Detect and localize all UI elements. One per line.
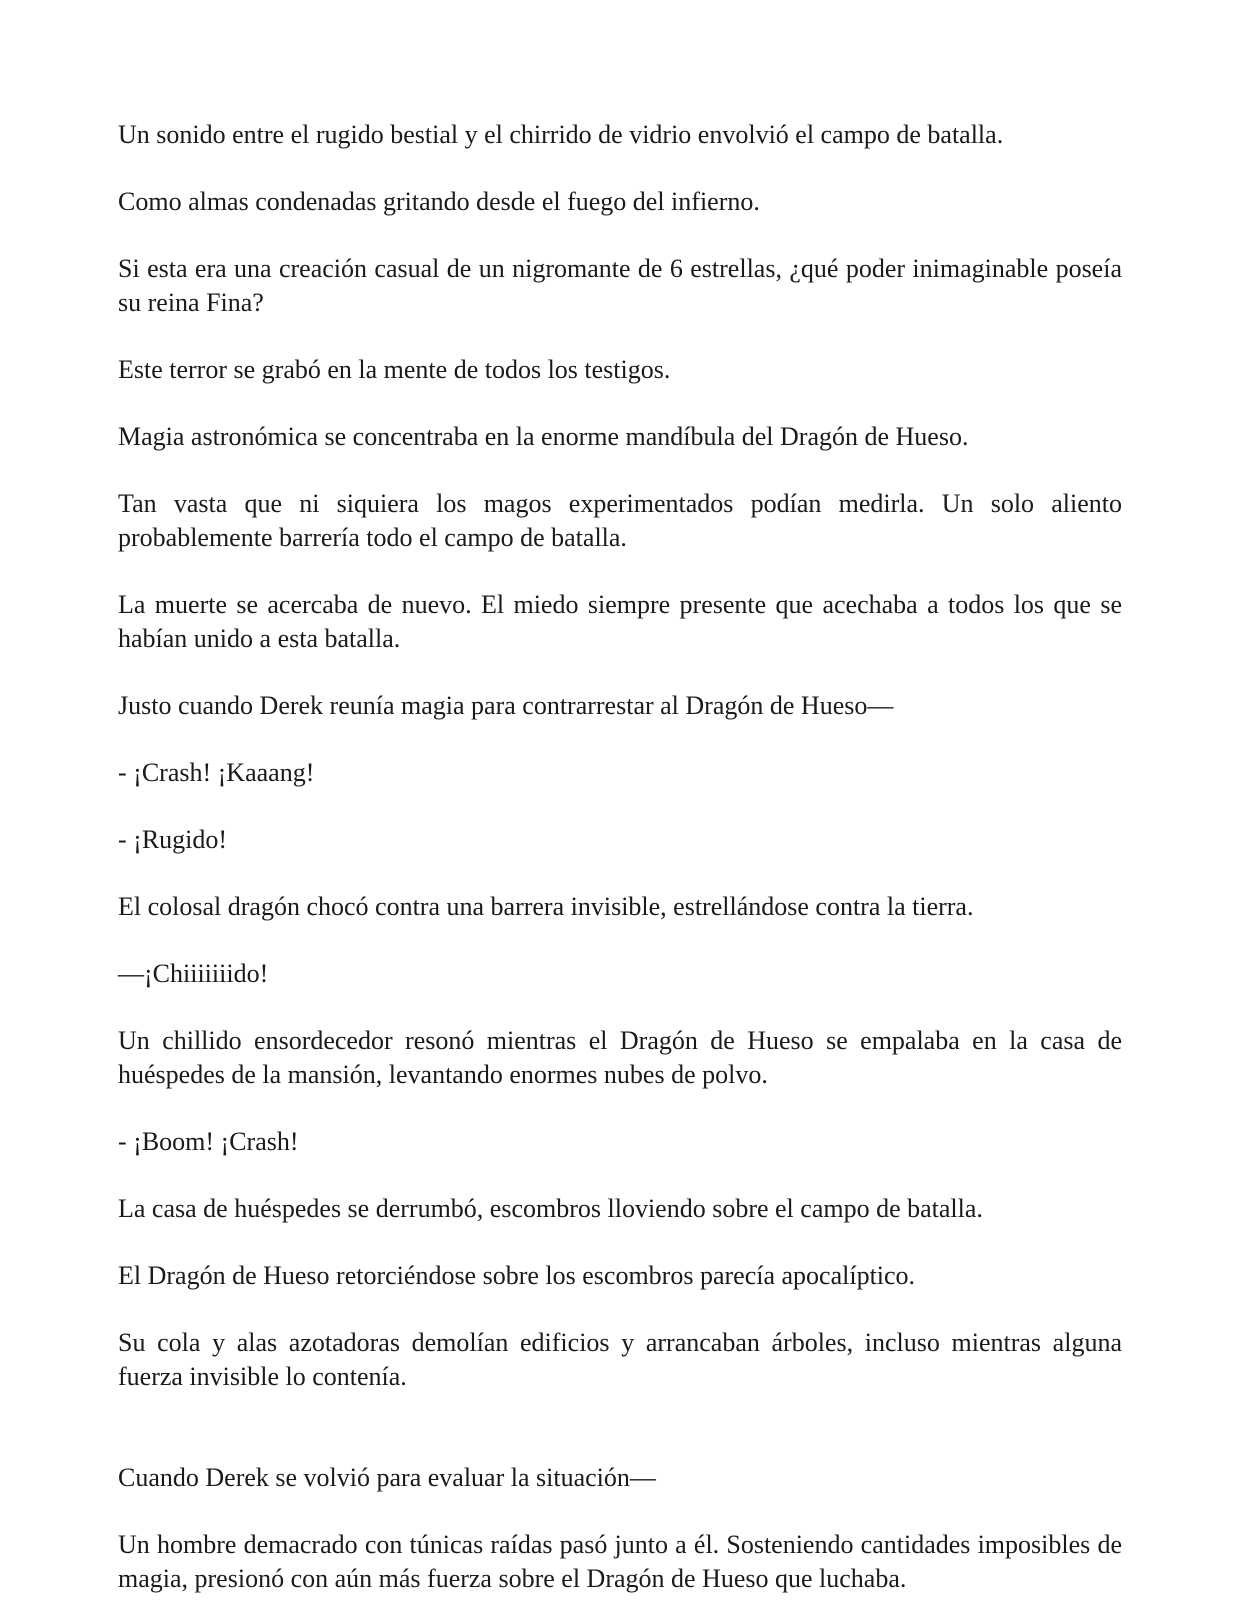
paragraph: Si esta era una creación casual de un nigromante de 6 estrellas, ¿qué poder inimaginable poseía su reina Fina? [118, 254, 1122, 317]
document-body [118, 118, 1122, 1620]
paragraph: El Dragón de Hueso retorciéndose sobre los escombros parecía apocalíptico. [118, 1261, 916, 1290]
sound-effect-line: - ¡Boom! ¡Crash! [118, 1127, 299, 1156]
paragraph: Un hombre demacrado con túnicas raídas pasó junto a él. Sosteniendo cantidades imposibles de magia, presionó con aún más fuerza sobre el Dragón de Hueso que luchaba. [118, 1530, 1122, 1593]
paragraph: Este terror se grabó en la mente de todos los testigos. [118, 355, 671, 384]
sound-effect-line: - ¡Rugido! [118, 825, 228, 854]
paragraph: Cuando Derek se volvió para evaluar la situación— [118, 1463, 656, 1492]
sound-effect-line: —¡Chiiiiiiido! [118, 959, 269, 988]
paragraph: Un chillido ensordecedor resonó mientras el Dragón de Hueso se empalaba en la casa de huéspedes de la mansión, levantando enormes nubes de polvo. [118, 1026, 1122, 1089]
paragraph: Justo cuando Derek reunía magia para contrarrestar al Dragón de Hueso— [118, 691, 894, 720]
paragraph: Un sonido entre el rugido bestial y el chirrido de vidrio envolvió el campo de batalla. [118, 120, 1004, 149]
sound-effect-line: - ¡Crash! ¡Kaaang! [118, 758, 315, 787]
paragraph: Tan vasta que ni siquiera los magos experimentados podían medirla. Un solo aliento probablemente barrería todo el campo de batalla. [118, 489, 1122, 552]
paragraph: La casa de huéspedes se derrumbó, escombros lloviendo sobre el campo de batalla. [118, 1194, 983, 1223]
paragraph: El colosal dragón chocó contra una barrera invisible, estrellándose contra la tierra. [118, 892, 974, 921]
paragraph: La muerte se acercaba de nuevo. El miedo siempre presente que acechaba a todos los que se habían unido a esta batalla. [118, 590, 1122, 653]
paragraph: Magia astronómica se concentraba en la enorme mandíbula del Dragón de Hueso. [118, 422, 969, 451]
paragraph: Su cola y alas azotadoras demolían edificios y arrancaban árboles, incluso mientras alguna fuerza invisible lo contenía. [118, 1328, 1122, 1391]
paragraph: Como almas condenadas gritando desde el fuego del infierno. [118, 187, 760, 216]
